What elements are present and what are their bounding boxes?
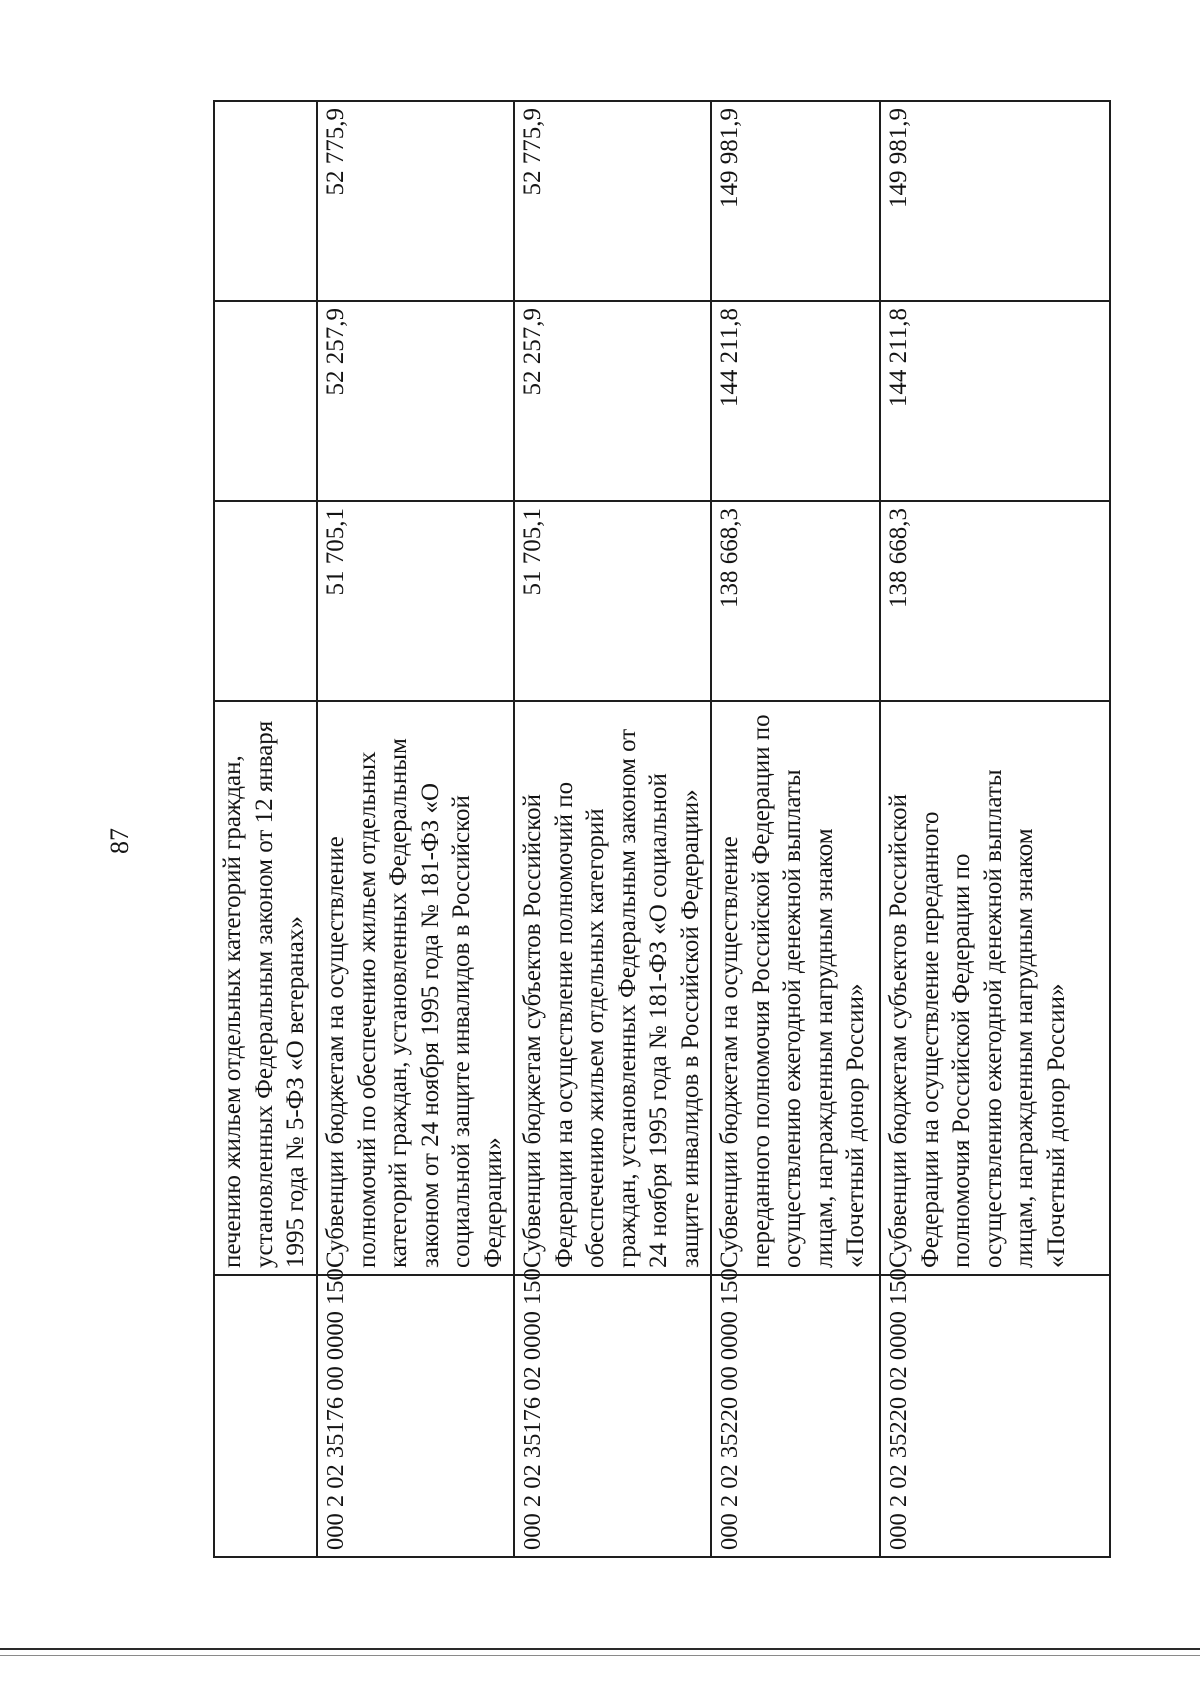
value-cell-col3: 149 981,9 xyxy=(711,101,880,301)
scan-edge-line-faint xyxy=(0,1655,1200,1656)
budget-table xyxy=(213,100,1111,1558)
value-cell-col1: 138 668,3 xyxy=(880,501,1110,701)
code-cell xyxy=(214,1275,317,1557)
value-cell-col2: 52 257,9 xyxy=(514,301,711,501)
value-cell-col1 xyxy=(214,501,317,701)
table-row xyxy=(317,101,514,1557)
value-cell-col3 xyxy=(214,101,317,301)
value-cell-col3: 52 775,9 xyxy=(317,101,514,301)
table-row xyxy=(214,101,317,1557)
table-row xyxy=(880,101,1110,1557)
description-cell: печению жильем отдельных категорий граждан, установленных Федеральным законом от 12 января 1995 года № 5-ФЗ «О ветеранах» xyxy=(214,701,317,1275)
value-cell-col3: 52 775,9 xyxy=(514,101,711,301)
value-cell-col1: 51 705,1 xyxy=(514,501,711,701)
value-cell-col3: 149 981,9 xyxy=(880,101,1110,301)
description-cell: Субвенции бюджетам на осуществление полномочий по обеспечению жильем отдельных категорий граждан, установленных Федеральным законом от 24 ноября 1995 года № 181-ФЗ «О социальной защите инвалидов в Российской Федерации» xyxy=(317,701,514,1275)
code-cell: 000 2 02 35176 00 0000 150 xyxy=(317,1275,514,1557)
description-cell: Субвенции бюджетам субъектов Российской Федерации на осуществление полномочий по обеспечению жильем отдельных категорий граждан, установленных Федеральным законом от 24 ноября 1995 года № 181-ФЗ «О социальной защите инвалидов в Российской Федерации» xyxy=(514,701,711,1275)
value-cell-col1: 51 705,1 xyxy=(317,501,514,701)
code-cell: 000 2 02 35220 00 0000 150 xyxy=(711,1275,880,1557)
code-cell: 000 2 02 35220 02 0000 150 xyxy=(880,1275,1110,1557)
table-row xyxy=(514,101,711,1557)
value-cell-col2: 144 211,8 xyxy=(880,301,1110,501)
description-cell: Субвенции бюджетам субъектов Российской Федерации на осуществление переданного полномочия Российской Федерации по осуществлению ежегодной денежной выплаты лицам, награжденным нагрудным знаком «Почетный донор России» xyxy=(880,701,1110,1275)
page-number: 87 xyxy=(105,828,134,854)
value-cell-col2: 52 257,9 xyxy=(317,301,514,501)
code-cell: 000 2 02 35176 02 0000 150 xyxy=(514,1275,711,1557)
description-cell: Субвенции бюджетам на осуществление переданного полномочия Российской Федерации по осуществлению ежегодной денежной выплаты лицам, награжденным нагрудным знаком «Почетный донор России» xyxy=(711,701,880,1275)
value-cell-col1: 138 668,3 xyxy=(711,501,880,701)
value-cell-col2: 144 211,8 xyxy=(711,301,880,501)
value-cell-col2 xyxy=(214,301,317,501)
table-row xyxy=(711,101,880,1557)
budget-table-container xyxy=(213,102,1093,1558)
scan-edge-line xyxy=(0,1648,1200,1650)
